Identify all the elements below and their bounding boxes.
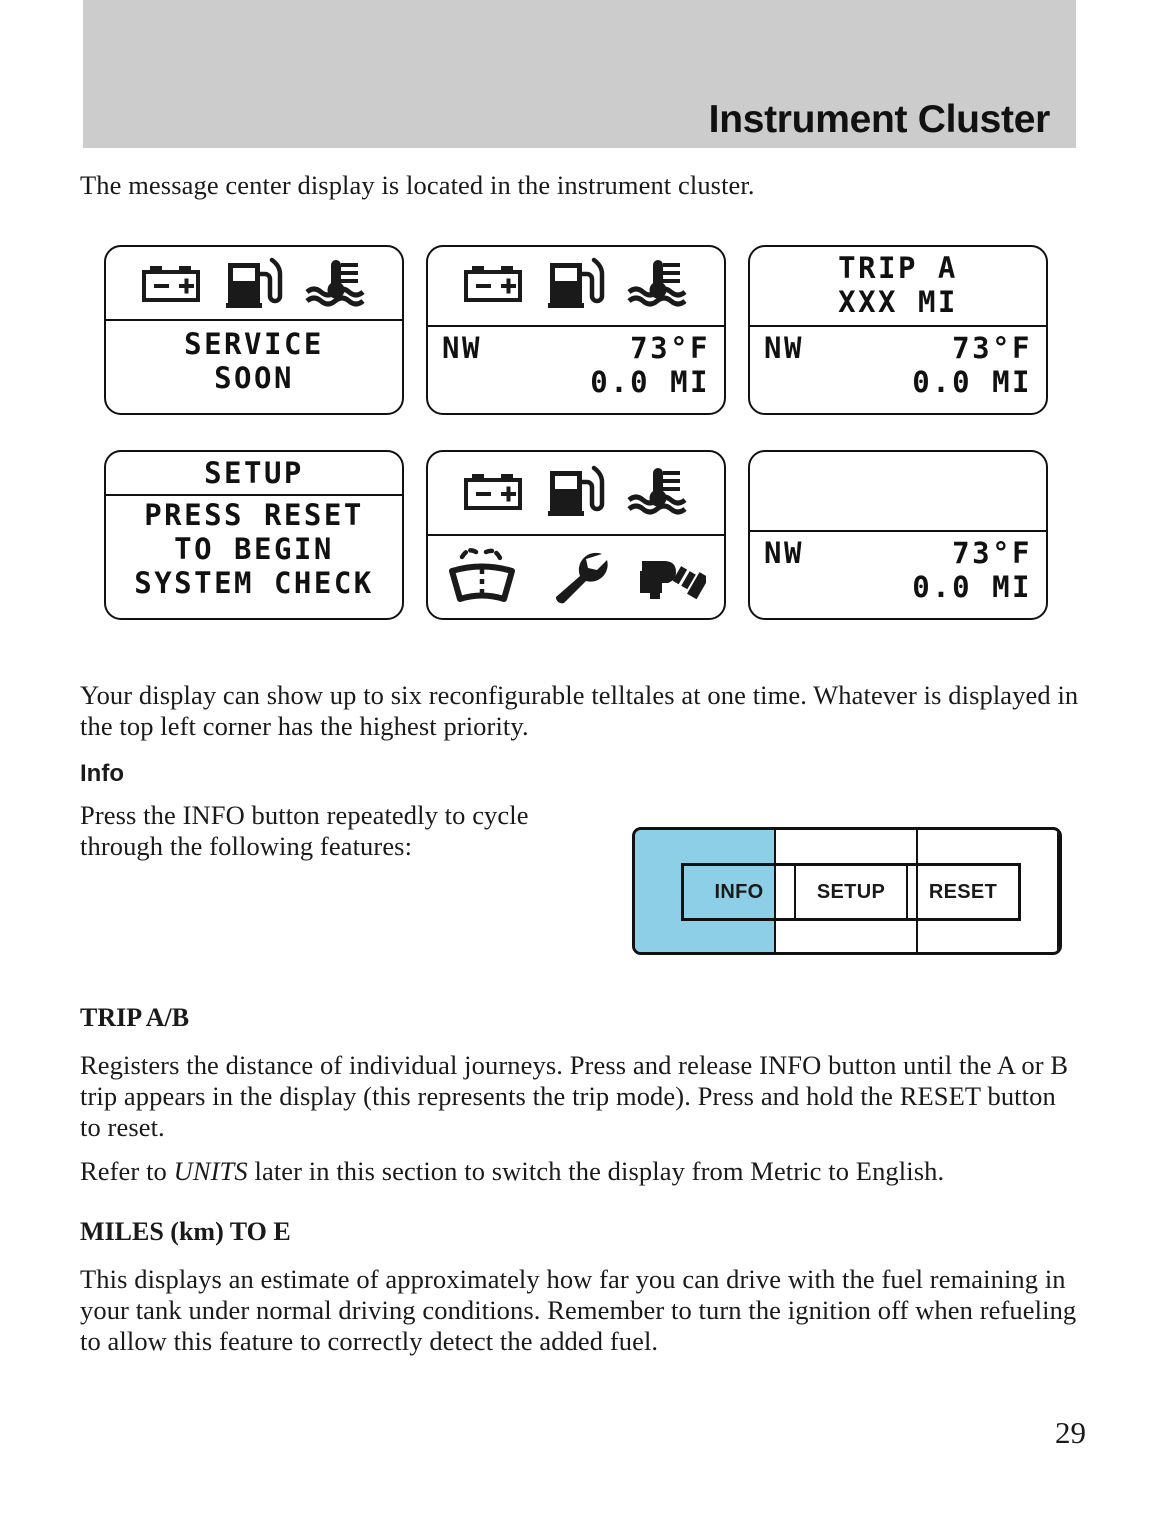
outside-temperature: 73°F [952,331,1032,365]
display-blank-compass-temp [748,450,1048,620]
outside-temperature: 73°F [952,536,1032,570]
reset-button-zone[interactable] [918,830,1059,952]
telltale-note: Your display can show up to six reconfigurable telltales at one time. Whatever is displayed in the top left corner has the highest priority. [80,680,1079,741]
info-button-zone[interactable] [635,830,776,952]
trip-ab-section [80,1003,1080,1187]
panel-divider [428,325,724,327]
battery-icon [463,263,523,303]
coolant-temp-icon [305,258,367,308]
miles-to-e-section [80,1217,1080,1357]
display-service-soon [104,245,404,415]
trip-title: TRIP A [838,251,958,285]
page-number: 29 [1055,1415,1086,1450]
battery-icon [463,471,523,511]
trip-ab-heading: TRIP A/B [80,1003,190,1032]
display-line: TO BEGIN [174,532,334,566]
blank-telltale-area [750,452,1046,530]
setup-button-label[interactable]: SETUP [796,866,908,918]
info-button-label[interactable]: INFO [684,866,796,918]
battery-icon [141,263,201,303]
panel-divider [750,530,1046,532]
intro-paragraph: The message center display is located in the instrument cluster. [80,170,755,200]
coolant-temp-icon [627,466,689,516]
coolant-temp-icon [627,258,689,308]
trip-ab-paragraph-2-post: later in this section to switch the display from Metric to English. [247,1156,945,1186]
panel-divider [750,325,1046,327]
info-paragraph: Press the INFO button repeatedly to cycle through the following features: [80,800,529,861]
info-paragraph-block [80,800,600,862]
display-row-2 [104,450,1069,620]
wrench-icon [544,548,610,604]
setup-title: SETUP [204,456,304,490]
panel-divider [106,319,402,321]
headlamp-out-icon [636,547,706,605]
trip-distance: 0.0 MI [590,365,710,399]
display-compass-temp-odometer [426,245,726,415]
page-title: Instrument Cluster [708,98,1050,141]
telltale-note-block [80,680,1080,742]
compass-heading: NW [764,536,804,570]
display-setup-system-check [104,450,404,620]
units-reference: UNITS [173,1156,248,1186]
washer-fluid-icon [446,545,518,607]
trip-ab-paragraph-2 [80,1156,1080,1187]
trip-value: XXX MI [838,285,958,319]
outside-temperature: 73°F [630,331,710,365]
fuel-pump-icon [223,257,283,309]
trip-ab-paragraph-1: Registers the distance of individual journeys. Press and release INFO button until the A or B trip appears in the display (this represents the trip mode). Press and hold the RESET button to reset. [80,1050,1069,1142]
display-six-telltales [426,450,726,620]
display-trip-a [748,245,1048,415]
reset-button-label[interactable]: RESET [928,880,998,903]
info-heading: Info [80,760,124,787]
setup-button-zone[interactable] [776,830,917,952]
compass-heading: NW [442,331,482,365]
fuel-pump-icon [545,257,605,309]
fuel-pump-icon [545,465,605,517]
miles-to-e-heading: MILES (km) TO E [80,1217,291,1246]
compass-heading: NW [764,331,804,365]
trip-ab-paragraph-2-pre: Refer to [80,1156,174,1186]
display-line: SERVICE [184,327,324,361]
display-line: SOON [214,361,294,395]
miles-to-e-paragraph: This displays an estimate of approximately how far you can drive with the fuel remaining in your tank under normal driving conditions. Remember to turn the ignition off when refueling to allow this feature to correctly detect the added fuel. [80,1264,1077,1356]
display-row-1 [104,245,1069,415]
display-line: SYSTEM CHECK [134,566,374,600]
info-setup-reset-button-diagram [632,827,1062,955]
trip-distance: 0.0 MI [912,570,1032,604]
display-line: PRESS RESET [144,498,364,532]
trip-distance: 0.0 MI [912,365,1032,399]
message-center-display-examples [104,245,1069,655]
panel-divider [106,494,402,496]
